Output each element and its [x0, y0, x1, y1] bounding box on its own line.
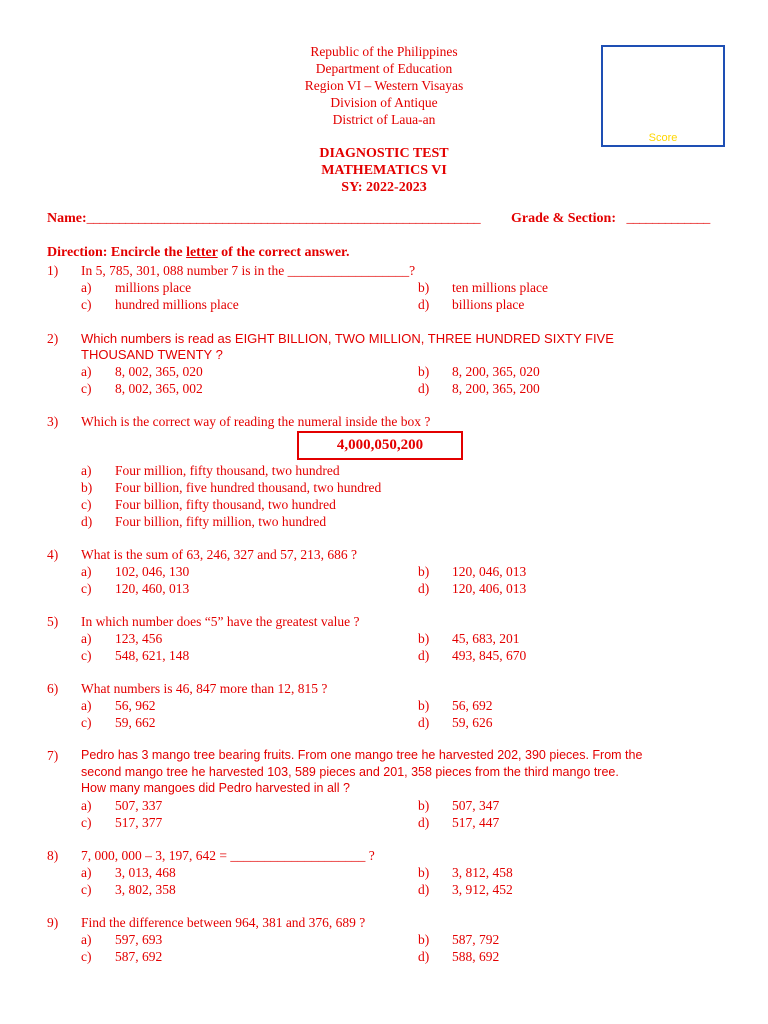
choice-text: 56, 962: [115, 698, 156, 713]
choice-text: 59, 626: [452, 715, 493, 730]
choice-letter[interactable]: c): [81, 581, 92, 596]
choice-letter[interactable]: a): [81, 463, 92, 478]
choice-text: 507, 337: [115, 798, 163, 813]
choice-letter[interactable]: c): [81, 648, 92, 663]
question-number: 6): [47, 681, 59, 696]
test-title-block: [0, 145, 768, 196]
choice-text: 120, 046, 013: [452, 564, 527, 579]
choice-text: 493, 845, 670: [452, 648, 527, 663]
choice-text: 517, 377: [115, 815, 163, 830]
choice-text: billions place: [452, 297, 525, 312]
choice-text: 120, 406, 013: [452, 581, 527, 596]
question-number: 5): [47, 614, 59, 629]
choice-letter[interactable]: d): [418, 381, 430, 396]
choice-text: 56, 692: [452, 698, 493, 713]
choice-letter[interactable]: a): [81, 698, 92, 713]
boxed-numeral: 4,000,050,200: [297, 431, 463, 460]
choice-text: 8, 200, 365, 200: [452, 381, 540, 396]
choice-letter[interactable]: c): [81, 949, 92, 964]
header-line: Division of Antique: [330, 95, 438, 110]
question-text: 7, 000, 000 – 3, 197, 642 = ____________________ ?: [81, 848, 375, 863]
header-line: Republic of the Philippines: [310, 44, 458, 59]
choice-letter[interactable]: b): [418, 865, 430, 880]
choice-text: hundred millions place: [115, 297, 239, 312]
question-text: Find the difference between 964, 381 and 376, 689 ?: [81, 915, 366, 930]
choice-text: Four billion, five hundred thousand, two hundred: [115, 480, 382, 495]
choice-letter[interactable]: a): [81, 280, 92, 295]
choice-text: 3, 812, 458: [452, 865, 513, 880]
choice-text: 548, 621, 148: [115, 648, 190, 663]
direction-underlined: letter: [186, 245, 218, 260]
question-text: What numbers is 46, 847 more than 12, 815 ?: [81, 681, 328, 696]
question-number: 1): [47, 263, 59, 278]
choice-letter[interactable]: d): [81, 514, 93, 529]
school-year: SY: 2022-2023: [341, 180, 427, 195]
question-number: 4): [47, 547, 59, 562]
grade-row: [511, 211, 710, 227]
choice-text: millions place: [115, 280, 192, 295]
choice-text: 8, 002, 365, 002: [115, 381, 203, 396]
choice-text: 3, 013, 468: [115, 865, 176, 880]
choice-text: 507, 347: [452, 798, 500, 813]
choice-text: 45, 683, 201: [452, 631, 520, 646]
choice-letter[interactable]: c): [81, 815, 92, 830]
subject-title: MATHEMATICS VI: [321, 163, 447, 178]
question-text: In 5, 785, 301, 088 number 7 is in the __________________?: [81, 263, 416, 278]
choice-letter[interactable]: a): [81, 631, 92, 646]
choice-letter[interactable]: b): [418, 932, 430, 947]
choice-letter[interactable]: b): [418, 698, 430, 713]
name-label: Name:: [47, 211, 87, 226]
header-line: Department of Education: [315, 61, 453, 76]
name-row: [47, 211, 480, 227]
choice-text: Four million, fifty thousand, two hundred: [115, 463, 340, 478]
choice-letter[interactable]: c): [81, 715, 92, 730]
direction: [47, 245, 349, 261]
choice-letter[interactable]: b): [418, 631, 430, 646]
question-text: What is the sum of 63, 246, 327 and 57, 213, 686 ?: [81, 547, 357, 562]
direction-suffix: of the correct answer.: [217, 245, 350, 260]
question-number: 3): [47, 414, 59, 429]
choice-text: 517, 447: [452, 815, 500, 830]
choice-text: 59, 662: [115, 715, 156, 730]
choice-letter[interactable]: d): [418, 297, 430, 312]
choice-letter[interactable]: a): [81, 798, 92, 813]
choice-letter[interactable]: b): [81, 480, 93, 495]
choice-letter[interactable]: b): [418, 364, 430, 379]
choice-letter[interactable]: b): [418, 564, 430, 579]
question-text-continued: How many mangoes did Pedro harvested in all ?: [81, 781, 350, 795]
choice-text: 3, 802, 358: [115, 882, 176, 897]
choice-letter[interactable]: c): [81, 497, 92, 512]
choice-text: 587, 792: [452, 932, 500, 947]
choice-text: 3, 912, 452: [452, 882, 513, 897]
choice-text: Four billion, fifty million, two hundred: [115, 514, 327, 529]
header-line: Region VI – Western Visayas: [304, 78, 464, 93]
choice-letter[interactable]: c): [81, 882, 92, 897]
choice-text: 8, 200, 365, 020: [452, 364, 540, 379]
question-number: 8): [47, 848, 59, 863]
choice-text: 597, 693: [115, 932, 163, 947]
question-number: 2): [47, 331, 59, 346]
choice-letter[interactable]: d): [418, 715, 430, 730]
score-label: Score: [648, 132, 678, 144]
choice-letter[interactable]: d): [418, 949, 430, 964]
choice-text: 102, 046, 130: [115, 564, 190, 579]
question-number: 9): [47, 915, 59, 930]
score-box: [601, 45, 725, 147]
choice-letter[interactable]: c): [81, 381, 92, 396]
choice-letter[interactable]: a): [81, 364, 92, 379]
choice-letter[interactable]: a): [81, 865, 92, 880]
choice-text: ten millions place: [452, 280, 548, 295]
question-number: 7): [47, 748, 59, 763]
choice-letter[interactable]: c): [81, 297, 92, 312]
question-text: In which number does “5” have the greatest value ?: [81, 614, 360, 629]
choice-text: 587, 692: [115, 949, 163, 964]
header-line: District of Laua-an: [332, 112, 436, 127]
choice-letter[interactable]: b): [418, 280, 430, 295]
choice-text: 588, 692: [452, 949, 500, 964]
choice-text: 120, 460, 013: [115, 581, 190, 596]
choice-text: 8, 002, 365, 020: [115, 364, 203, 379]
choice-letter[interactable]: d): [418, 882, 430, 897]
choice-letter[interactable]: d): [418, 648, 430, 663]
direction-prefix: Direction: Encircle the: [47, 245, 187, 260]
choice-letter[interactable]: d): [418, 581, 430, 596]
choice-text: Four billion, fifty thousand, two hundred: [115, 497, 336, 512]
grade-label: Grade & Section:: [511, 211, 616, 226]
choice-text: 123, 456: [115, 631, 163, 646]
question-text: Which is the correct way of reading the numeral inside the box ?: [81, 414, 431, 429]
choice-letter[interactable]: d): [418, 815, 430, 830]
grade-blank[interactable]: _____________: [626, 211, 710, 226]
choice-letter[interactable]: a): [81, 564, 92, 579]
name-blank[interactable]: _____________________________________________________________: [86, 211, 481, 226]
choice-letter[interactable]: b): [418, 798, 430, 813]
choice-letter[interactable]: a): [81, 932, 92, 947]
question-text: Pedro has 3 mango tree bearing fruits. From one mango tree he harvested 202, 390 pieces. From the: [81, 748, 643, 762]
question-text-continued: second mango tree he harvested 103, 589 pieces and 201, 358 pieces from the third mango tree.: [81, 765, 619, 779]
question-text-continued: THOUSAND TWENTY ?: [81, 347, 223, 362]
question-text: Which numbers is read as EIGHT BILLION, TWO MILLION, THREE HUNDRED SIXTY FIVE: [81, 331, 614, 346]
test-title: DIAGNOSTIC TEST: [319, 146, 449, 161]
